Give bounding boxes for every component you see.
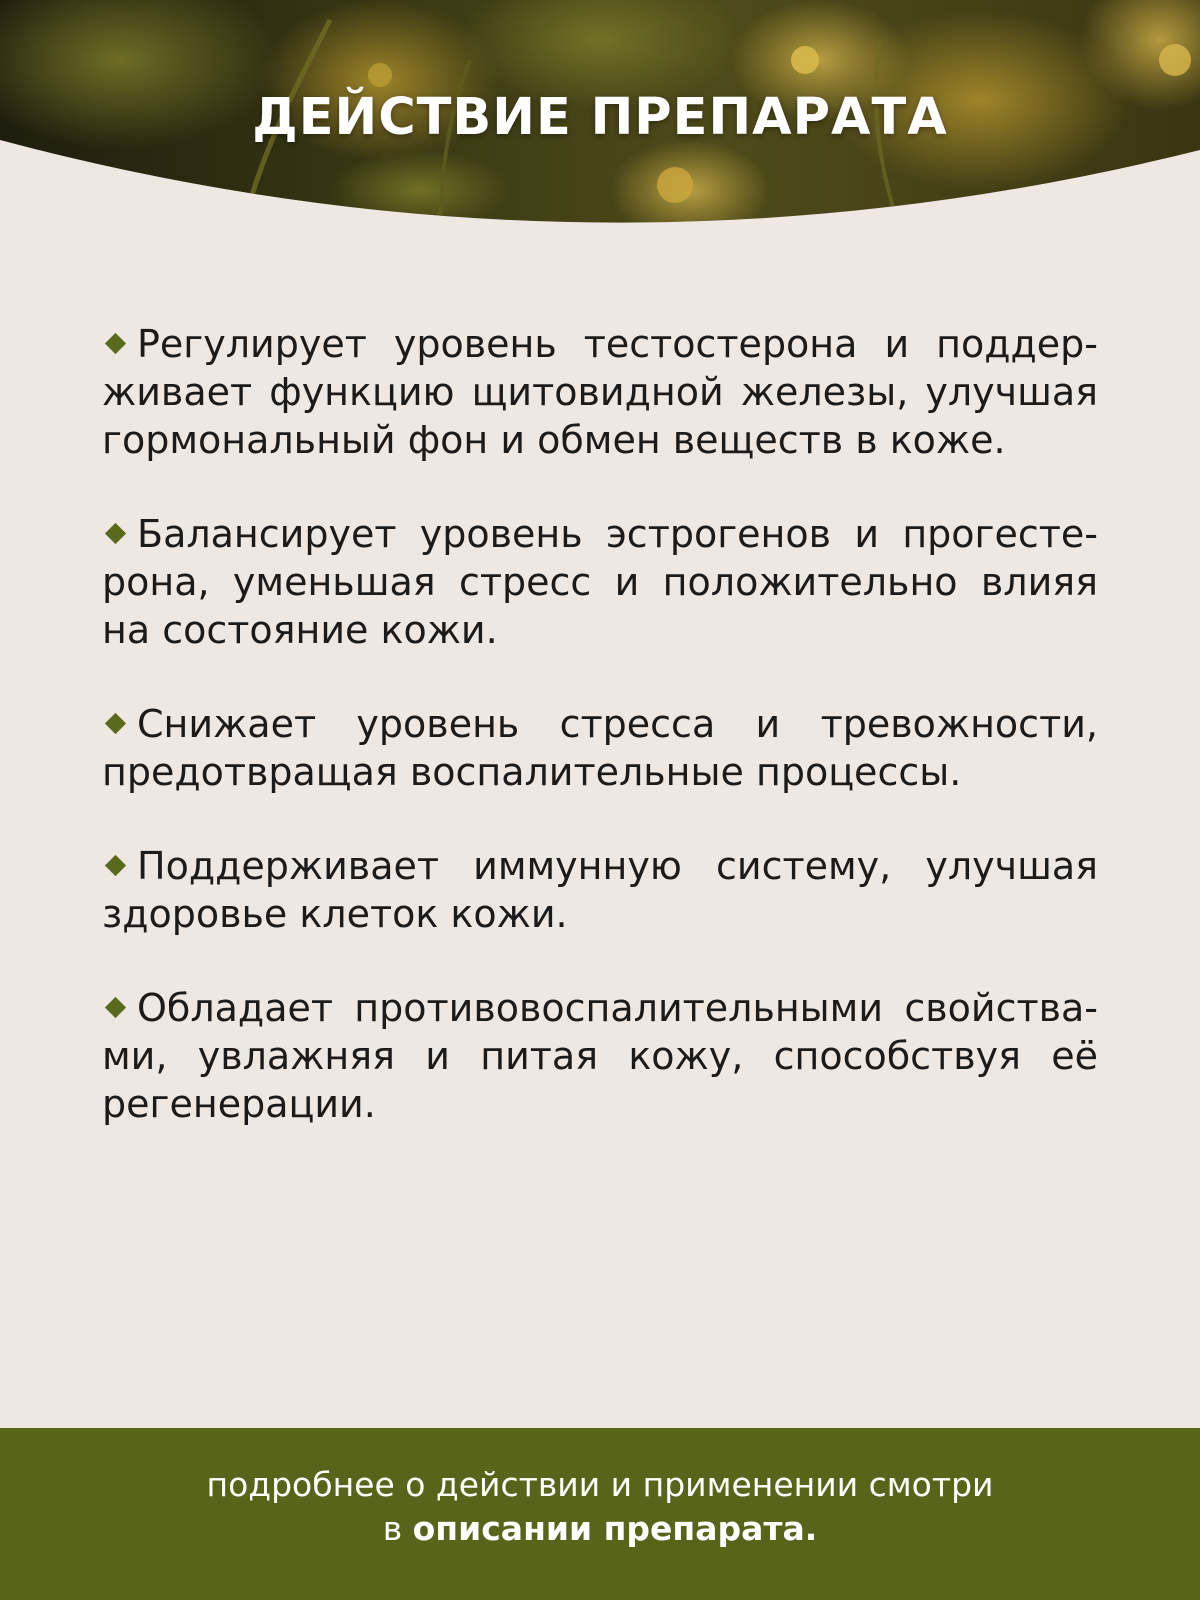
footer-banner (0, 1428, 1200, 1600)
list-item-text: Поддерживает иммунную систему, улучшая здоровье клеток кожи. (102, 844, 1098, 936)
diamond-bullet-icon (105, 333, 126, 354)
list-item (102, 700, 1098, 796)
footer-prefix: в (382, 1509, 413, 1548)
list-item-text: Балансирует уровень эстрогенов и прогесте-рона, уменьшая стресс и положительно влияя на состояние кожи. (102, 512, 1098, 652)
list-item (102, 842, 1098, 938)
diamond-bullet-icon (105, 855, 126, 876)
diamond-bullet-icon (105, 713, 126, 734)
header-banner (0, 0, 1200, 240)
list-item-text: Регулирует уровень тестостерона и поддер-живает функцию щитовидной железы, улучшая гормональный фон и обмен веществ в коже. (102, 322, 1098, 462)
list-item-text: Снижает уровень стресса и тревожности, предотвращая воспалительные процессы. (102, 702, 1098, 794)
description-link[interactable]: описании препарата. (412, 1509, 818, 1548)
list-item (102, 984, 1098, 1128)
diamond-bullet-icon (105, 523, 126, 544)
benefits-list (102, 320, 1098, 1128)
footer-text: подробнее о действии и применении смотри (206, 1465, 994, 1504)
footer-text-2 (0, 1508, 1200, 1550)
page-title: ДЕЙСТВИЕ ПРЕПАРАТА (252, 88, 948, 147)
list-item (102, 510, 1098, 654)
list-item-text: Обладает противовоспалительными свойства-ми, увлажняя и питая кожу, способствуя её регенерации. (102, 986, 1098, 1126)
diamond-bullet-icon (105, 997, 126, 1018)
list-item (102, 320, 1098, 464)
